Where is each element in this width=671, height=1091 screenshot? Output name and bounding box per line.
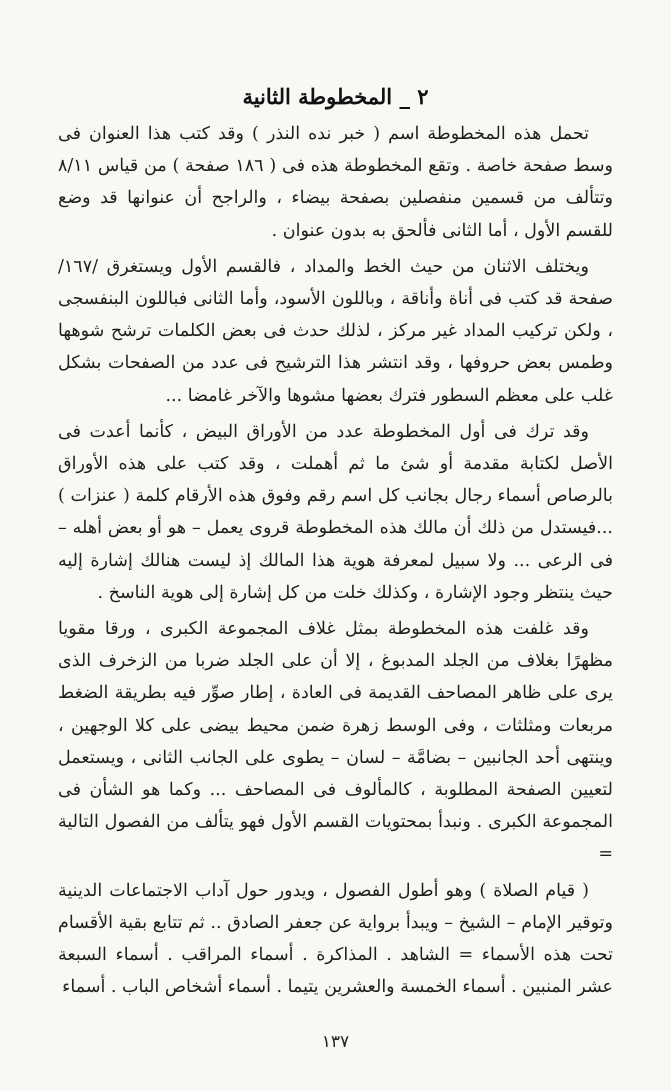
paragraph-title-description: تحمل هذه المخطوطة اسم ( خبر نده النذر ) وقد كتب هذا العنوان فى وسط صفحة خاصة . وتقع المخطوطة هذه فى ( ١٨٦ صفحة ) من قياس ٨/١١ وتتألف من قسمين منفصلين بصفحة بيضاء ، والراجح أن عنوانها قد وضع للقسم الأول ، أما الثانى فألحق به بدون عنوان .: [58, 124, 613, 241]
section-heading: ٢ _ المخطوطة الثانية: [242, 84, 429, 109]
paragraph-blank-leaves: وقد ترك فى أول المخطوطة عدد من الأوراق البيض ، كأنما أعدت فى الأصل لكتابة مقدمة أو شئ ما ثم أهملت ، وقد كتب على هذه الأوراق بالرصاص أسماء رجال بجانب كل اسم رقم وفوق هذه الأرقام كلمة ( عنزات ) ...فيستدل من ذلك أن مالك هذه المخطوطة قروى يعمل – هو أو بعض أهله – فى الرعى ... ولا سبيل لمعرفة هوية هذا المالك إذ ليست هنالك إشارة إليه حيث ينتظر وجود الإشارة ، وكذلك خلت من كل إشارة إلى هوية الناسخ .: [58, 421, 613, 603]
paragraph-contents: ( قيام الصلاة ) وهو أطول الفصول ، ويدور حول آداب الاجتماعات الدينية وتوقير الإمام – الشيخ – ويبدأ برواية عن جعفر الصادق .. ثم تتابع بقية الأقسام تحت هذه الأسماء = الشاهد . المذاكرة . أسماء المراقب . أسماء السبعة عشر المنبين . أسماء الخمسة والعشرين يتيما . أسماء أشخاص الباب . أسماء: [58, 880, 613, 998]
page-text: [58, 80, 613, 1003]
paragraph-handwriting-ink: ويختلف الاثنان من حيث الخط والمداد ، فالقسم الأول ويستغرق /١٦٧/ صفحة قد كتب فى أناة وأناقة ، وباللون الأسود، وأما الثانى فباللون البنفسجى ، ولكن تركيب المداد غير مركز ، لذلك حدث فى بعض الكلمات ترشح شوهها وطمس بعض حروفها ، وقد انتشر هذا الترشيح فى عدد من الصفحات بشكل غلب على معظم السطور فترك بعضها مشوها والآخر غامضا ...: [58, 256, 613, 406]
paragraph-binding: وقد غلفت هذه المخطوطة بمثل غلاف المجموعة الكبرى ، ورقا مقويا مظهرًا بغلاف من الجلد المدبوغ ، إلا أن على الجلد ضربا من الزخرف الذى يرى على ظاهر المصاحف القديمة فى العادة ، إطار صوِّر فيه بطريقة الضغط مربعات ومثلثات ، وفى الوسط زهرة ضمن محيط بيضى على كلا الوجهين ، وينتهى أحد الجانبين – بضامَّة – لسان – يطوى على الجانب الثانى ، ويستعمل لتعيين الصفحة المطلوبة ، كالمألوف فى المصاحف ... وكما هو الشأن فى المجموعة الكبرى . ونبدأ بمحتويات القسم الأول فهو يتألف من الفصول التالية =: [58, 619, 613, 865]
page-number: ١٣٧: [321, 1032, 350, 1052]
